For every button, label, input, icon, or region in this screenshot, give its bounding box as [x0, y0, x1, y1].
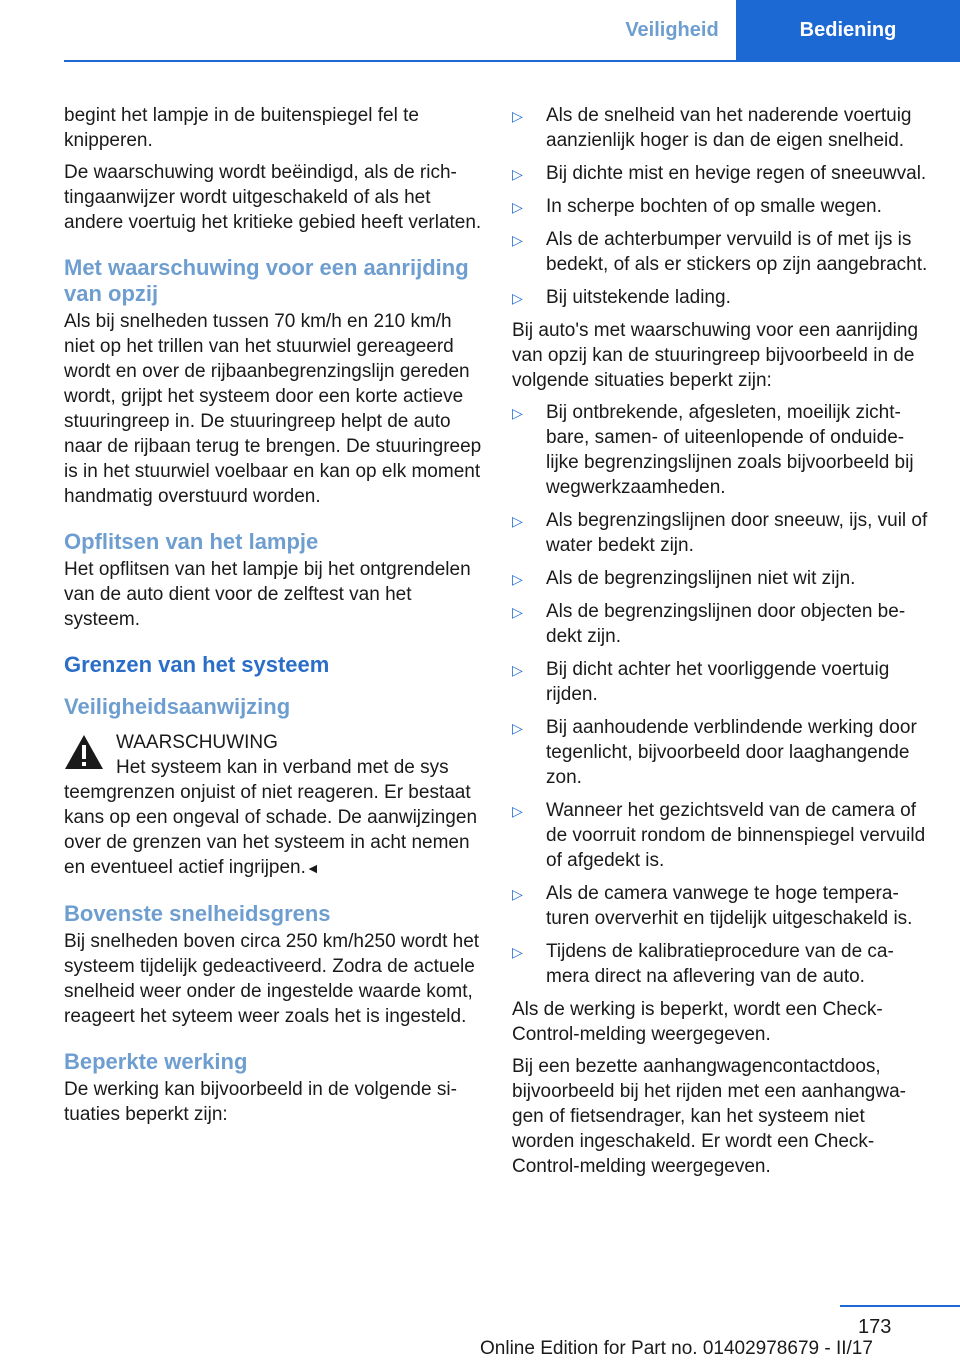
list-item: ▷ Als de snelheid van het naderende voertuig aanzienlijk hoger is dan de eigen snelheid. — [512, 105, 912, 151]
warning-block — [64, 730, 482, 881]
triangle-bullet-icon: ▷ — [512, 720, 523, 736]
triangle-bullet-icon: ▷ — [512, 108, 523, 124]
list-item: ▷ Als de begrenzingslijnen niet wit zijn. — [512, 566, 930, 591]
section-tab-bediening[interactable]: Bediening — [736, 0, 960, 60]
triangle-bullet-icon: ▷ — [512, 571, 523, 587]
triangle-bullet-icon: ▷ — [512, 232, 523, 248]
bullet-list-1 — [512, 103, 930, 310]
list-item: ▷ Als de begrenzingslijnen door objecten bedekt zijn. — [512, 601, 906, 647]
warning-title: WAARSCHUWING — [116, 732, 278, 753]
paragraph: Bij auto's met waarschuwing voor een aanrijding van opzij kan de stuuringreep bijvoorbeeld in de volgende situaties beperkt zijn: — [512, 320, 919, 391]
triangle-bullet-icon: ▷ — [512, 803, 523, 819]
triangle-bullet-icon: ▷ — [512, 199, 523, 215]
bullet-list-2 — [512, 400, 930, 989]
heading-beperkte-werking: Beperkte werking — [64, 1049, 248, 1074]
heading-grenzen: Grenzen van het systeem — [64, 652, 330, 677]
paragraph: Het opflitsen van het lampje bij het ontgrendelen van de auto dient voor de zelftest van het systeem. — [64, 559, 471, 630]
header-rule — [64, 60, 960, 62]
triangle-bullet-icon: ▷ — [512, 662, 523, 678]
paragraph: De waarschuwing wordt beëindigd, als de richtingaanwijzer wordt uitgeschakeld of als het andere voertuig het kritieke gebied heeft verlaten. — [64, 162, 482, 233]
paragraph: Als bij snelheden tussen 70 km/h en 210 km/h niet op het trillen van het stuurwiel gereageerd wordt en over de rijbaanbegrenzingslijn gereden wordt, grijpt het systeem door een korte actieve stuuringreep in. De stuuringreep helpt de auto naar de rijbaan terug te brengen. De stuuringreep is in het stuurwiel voelbaar en kan op elk moment handmatig overstuurd worden. — [64, 311, 482, 507]
section-tab-veiligheid[interactable]: Veiligheid — [625, 18, 719, 41]
heading-veiligheidsaanwijzing: Veiligheidsaanwijzing — [64, 694, 291, 719]
triangle-bullet-icon: ▷ — [512, 944, 523, 960]
list-item: ▷ Als begrenzingslijnen door sneeuw, ijs, vuil of water bedekt zijn. — [512, 510, 928, 556]
footer-rule — [840, 1305, 960, 1307]
triangle-bullet-icon: ▷ — [512, 513, 523, 529]
list-item: ▷ In scherpe bochten of op smalle wegen. — [512, 194, 930, 219]
triangle-bullet-icon: ▷ — [512, 604, 523, 620]
paragraph: Bij een bezette aanhangwagencontactdoos, bijvoorbeeld bij het rijden met een aanhangwagen of fietsendrager, kan het systeem niet worden ingeschakeld. Er wordt een Check-Control-melding weergegeven. — [512, 1056, 906, 1177]
list-item: ▷ Wanneer het gezichtsveld van de camera of de voorruit rondom de binnenspiegel vervuild of afgedekt is. — [512, 800, 926, 871]
list-item: ▷ Bij aanhoudende verblindende werking door tegenlicht, bijvoorbeeld door laaghangende zon. — [512, 717, 917, 788]
right-column — [512, 103, 930, 1186]
paragraph: Als de werking is beperkt, wordt een Check-Control-melding weergegeven. — [512, 999, 883, 1045]
list-item: ▷ Bij uitstekende lading. — [512, 285, 930, 310]
warning-triangle-icon — [64, 734, 104, 770]
footer-edition: Online Edition for Part no. 01402978679 - II/17 — [480, 1338, 873, 1359]
warning-text: Het systeem kan in verband met de sys — [116, 757, 449, 778]
end-mark: ◄ — [305, 860, 320, 876]
page-header — [0, 0, 960, 62]
list-item: ▷ Als de camera vanwege te hoge temperaturen oververhit en tijdelijk uitgeschakeld is. — [512, 883, 913, 929]
paragraph: De werking kan bijvoorbeeld in de volgende situaties beperkt zijn: — [64, 1079, 457, 1125]
heading-opflitsen: Opflitsen van het lampje — [64, 529, 319, 554]
triangle-bullet-icon: ▷ — [512, 290, 523, 306]
heading-met-waarschuwing: Met waarschuwing voor een aanrijding van opzij — [64, 255, 469, 306]
left-column — [64, 103, 482, 1134]
list-item: ▷ Als de achterbumper vervuild is of met ijs is bedekt, of als er stickers op zijn aangebracht. — [512, 229, 928, 275]
paragraph: begint het lampje in de buitenspiegel fel te knipperen. — [64, 105, 419, 151]
page-number: 173 — [858, 1316, 892, 1338]
triangle-bullet-icon: ▷ — [512, 166, 523, 182]
paragraph: Bij snelheden boven circa 250 km/h250 wordt het systeem tijdelijk gedeactiveerd. Zodra de actuele snelheid weer onder de ingestelde waarde komt, reageert het syteem weer zoals het is ingesteld. — [64, 931, 480, 1027]
triangle-bullet-icon: ▷ — [512, 886, 523, 902]
list-item: ▷ Bij ontbrekende, afgesleten, moeilijk zichtbare, samen- of uiteenlopende of onduidelijke begrenzingslijnen zoals bijvoorbeeld bij wegwerkzaamheden. — [512, 402, 914, 498]
list-item: ▷ Tijdens de kalibratieprocedure van de camera direct na aflevering van de auto. — [512, 941, 894, 987]
triangle-bullet-icon: ▷ — [512, 405, 523, 421]
list-item: ▷ Bij dichte mist en hevige regen of sneeuwval. — [512, 161, 930, 186]
heading-bovenste-snelheidsgrens: Bovenste snelheidsgrens — [64, 901, 331, 926]
warning-text: teemgrenzen onjuist of niet reageren. Er bestaat kans op een ongeval of schade. De aanwijzingen over de grenzen van het systeem in acht nemen en eventueel actief ingrijpen. — [64, 782, 478, 878]
list-item: ▷ Bij dicht achter het voorliggende voertuig rijden. — [512, 659, 890, 705]
